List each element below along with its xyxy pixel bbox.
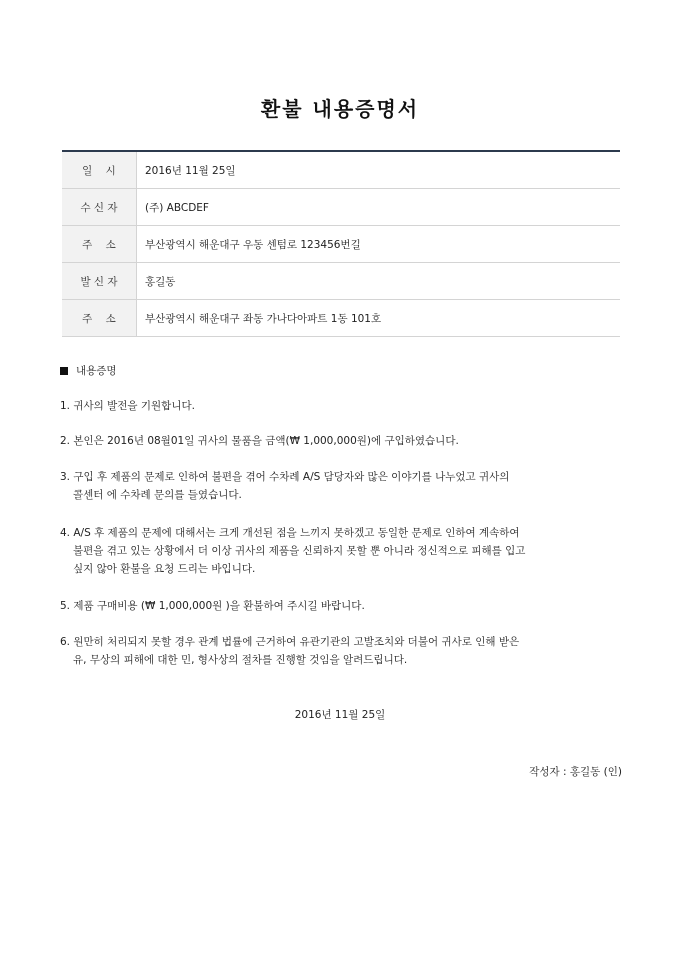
row-value-sender-address: 부산광역시 해운대구 좌동 가나다아파트 1동 101호 xyxy=(137,300,621,337)
document-date: 2016년 11월 25일 xyxy=(294,709,386,721)
paragraph-1: 1. 귀사의 발전을 기원합니다. xyxy=(60,400,195,412)
row-label-recipient-address: 주 소 xyxy=(82,238,116,251)
section-header xyxy=(60,363,117,378)
table-row xyxy=(62,263,620,300)
row-label-sender-address: 주 소 xyxy=(82,312,116,325)
table-row xyxy=(62,300,620,337)
paragraph-2: 2. 본인은 2016년 08월01일 귀사의 물품을 금액(₩ 1,000,000원)에 구입하였습니다. xyxy=(60,435,459,447)
paragraph-3: 3. 구입 후 제품의 문제로 인하여 불편을 겪어 수차례 A/S 담당자와 많은 이야기를 나누었고 귀사의 콜센터 에 수차례 문의를 들였습니다. xyxy=(60,471,510,501)
row-value-sender: 홍길동 xyxy=(137,263,621,300)
info-table xyxy=(62,150,620,337)
row-value-recipient-address: 부산광역시 해운대구 우동 센텀로 123456번길 xyxy=(137,226,621,263)
table-row xyxy=(62,189,620,226)
document-title: 환불 내용증명서 xyxy=(260,97,420,121)
row-label-sender: 발 신 자 xyxy=(80,275,118,288)
table-row xyxy=(62,151,620,189)
row-value-date: 2016년 11월 25일 xyxy=(137,151,621,189)
paragraph-5: 5. 제품 구매비용 (₩ 1,000,000원 )을 환불하여 주시길 바랍니다. xyxy=(60,600,365,612)
paragraph-4: 4. A/S 후 제품의 문제에 대해서는 크게 개선된 점을 느끼지 못하겠고 동일한 문제로 인하여 계속하여 불편을 겪고 있는 상황에서 더 이상 귀사의 제품을 신뢰하지 못할 뿐 아니라 정신적으로 피해를 입고 싶지 않아 환불을 요청 드리는 바입니다. xyxy=(60,527,526,575)
square-bullet-icon xyxy=(60,367,68,375)
section-title: 내용증명 xyxy=(76,365,117,377)
table-row xyxy=(62,226,620,263)
row-label-recipient: 수 신 자 xyxy=(80,201,118,214)
row-label-date: 일 시 xyxy=(82,164,116,177)
paragraph-6: 6. 원만히 처리되지 못할 경우 관계 법률에 근거하여 유관기관의 고발조치와 더불어 귀사로 인해 받은 유, 무상의 피해에 대한 민, 형사상의 절차를 진행할 것임을 알려드립니다. xyxy=(60,636,520,666)
row-value-recipient: (주) ABCDEF xyxy=(137,189,621,226)
author-line: 작성자 : 홍길동 (인) xyxy=(529,766,622,778)
